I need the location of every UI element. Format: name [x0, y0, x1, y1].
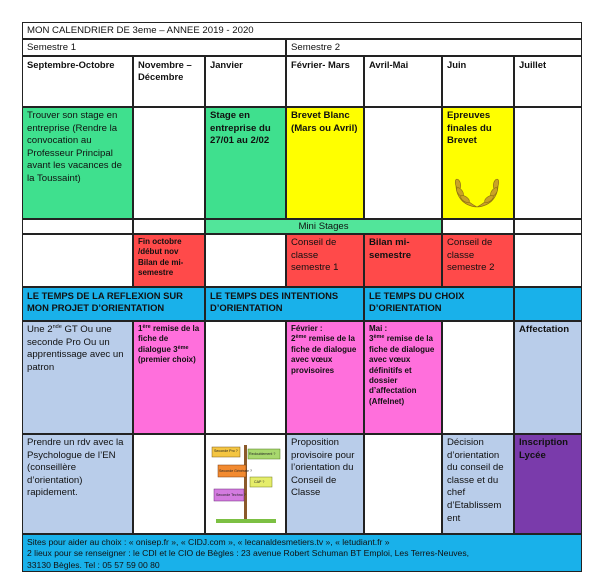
blue-band-end — [514, 287, 582, 321]
may-sup: ème — [373, 334, 385, 341]
first-sup: ère — [142, 324, 151, 330]
empty-cell — [514, 234, 582, 287]
stage-search-cell: Trouver son stage en entreprise (Rendre la convocation au Professeur Principal avant les vacances de la Toussaint) — [22, 107, 133, 219]
mini-stages-cell: Mini Stages — [205, 219, 442, 234]
options-text-b: GT Ou une seconde Pro Ou un apprentissage avec un patron — [27, 324, 124, 373]
inscription-cell: Inscription Lycée — [514, 434, 582, 534]
sign-4: CAP ? — [254, 480, 265, 484]
first-num2: 3 — [173, 344, 178, 354]
month-jan: Janvier — [205, 56, 286, 107]
empty-cell — [205, 234, 286, 287]
options-cell — [22, 321, 133, 434]
footer-info — [22, 534, 582, 572]
first-text-b: (premier choix) — [138, 355, 196, 365]
footer-places: 2 lieux pour se renseigner : le CDI et le CIO de Bègles : 23 avenue Robert Schuman BT Emploi, Les Terres-Neuves, — [27, 548, 470, 559]
epreuves-cell — [442, 107, 514, 219]
empty-cell — [514, 219, 582, 234]
semester-2-label: Semestre 2 — [286, 39, 582, 56]
signpost-cell — [205, 434, 286, 534]
bilan-label: Bilan de mi-semestre — [138, 257, 184, 278]
bilan-mi-semestre-1-cell — [133, 234, 205, 287]
options-text-a: Une 2 — [27, 324, 53, 335]
rdv-cell: Prendre un rdv avec la Psychologue de l’EN (conseillère d’orientation) rapidement. — [22, 434, 133, 534]
empty-cell — [133, 107, 205, 219]
empty-cell — [133, 434, 205, 534]
may-text: remise de la fiche de dialogue avec vœux définitifs et dossier d’affectation (Affelnet) — [369, 334, 435, 406]
empty-cell — [514, 107, 582, 219]
signpost-illustration — [210, 441, 282, 525]
first-text-a: remise de la fiche de dialogue — [138, 324, 200, 354]
first-sup2: ème — [177, 344, 189, 351]
sign-1: Seconde Pro ? — [214, 449, 238, 453]
epreuves-label: Epreuves finales du Brevet — [447, 110, 492, 147]
footer-address: 33130 Bègles. Tel : 05 57 59 00 80 — [27, 559, 160, 570]
calendar-table — [22, 22, 582, 572]
month-feb-mar: Février- Mars — [286, 56, 364, 107]
third-fiche-cell — [364, 321, 442, 434]
second-fiche-cell — [286, 321, 364, 434]
month-apr-may: Avril-Mai — [364, 56, 442, 107]
sign-3: Seconde Générale ? — [219, 469, 252, 473]
laurel-wreath-icon — [451, 170, 503, 210]
bilan-mi-semestre-2-cell: Bilan mi-semestre — [364, 234, 442, 287]
proposition-cell: Proposition provisoire pour l’orientation du Conseil de Classe — [286, 434, 364, 534]
decision-cell: Décision d’orientation du conseil de classe et du chef d’Etablissem ent — [442, 434, 514, 534]
may-label: Mai : — [369, 324, 388, 333]
first-fiche-cell — [133, 321, 205, 434]
choix-band: LE TEMPS DU CHOIX D’ORIENTATION — [364, 287, 514, 321]
conseil-classe-2-cell: Conseil de classe semestre 2 — [442, 234, 514, 287]
calendar-title: MON CALENDRIER DE 3eme – ANNEE 2019 - 2020 — [22, 22, 582, 39]
options-sup: nde — [52, 324, 62, 330]
brevet-blanc-cell: Brevet Blanc (Mars ou Avril) — [286, 107, 364, 219]
sign-2: Redoublement ? — [249, 452, 276, 456]
empty-cell — [22, 219, 133, 234]
empty-cell — [133, 219, 205, 234]
empty-cell — [442, 219, 514, 234]
may-num: 3 — [369, 334, 374, 344]
semester-1-label: Semestre 1 — [22, 39, 286, 56]
empty-cell — [364, 434, 442, 534]
footer-sites: Sites pour aider au choix : « onisep.fr », « CIDJ.com », « lecanaldesmetiers.tv », « letudiant.fr » — [27, 537, 390, 547]
feb-sup: ème — [295, 334, 307, 341]
intentions-band: LE TEMPS DES INTENTIONS D’ORIENTATION — [205, 287, 364, 321]
empty-cell — [22, 234, 133, 287]
affectation-cell: Affectation — [514, 321, 582, 434]
feb-num: 2 — [291, 334, 296, 344]
bilan-date: Fin octobre /début nov — [138, 237, 182, 257]
first-num: 1 — [138, 324, 143, 333]
empty-cell — [442, 321, 514, 434]
month-sep-oct: Septembre-Octobre — [22, 56, 133, 107]
empty-cell — [364, 107, 442, 219]
feb-label: Février : — [291, 324, 323, 333]
conseil-classe-1-cell: Conseil de classe semestre 1 — [286, 234, 364, 287]
month-jul: Juillet — [514, 56, 582, 107]
month-nov-dec: Novembre –Décembre — [133, 56, 205, 107]
stage-cell: Stage en entreprise du 27/01 au 2/02 — [205, 107, 286, 219]
empty-cell — [205, 321, 286, 434]
feb-text: remise de la fiche de dialogue avec vœux provisoires — [291, 334, 357, 375]
sign-5: Seconde Techno ? — [216, 493, 246, 497]
month-jun: Juin — [442, 56, 514, 107]
reflexion-band: LE TEMPS DE LA REFLEXION SUR MON PROJET D’ORIENTATION — [22, 287, 205, 321]
